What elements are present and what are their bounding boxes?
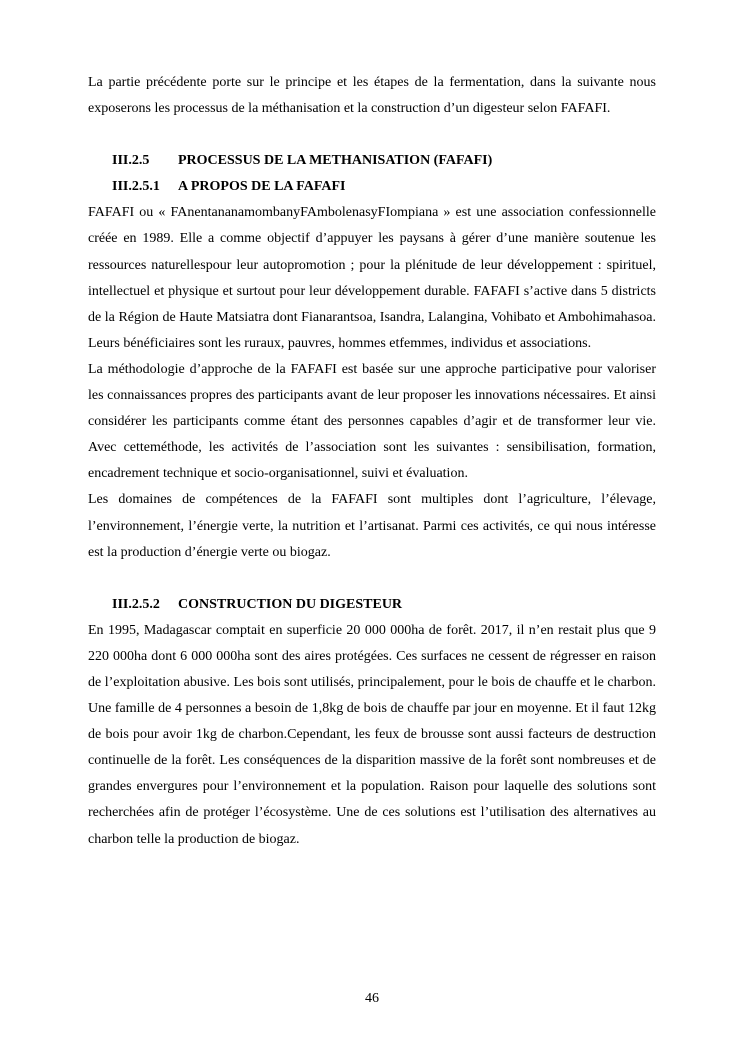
subsection-heading-2 — [88, 592, 656, 618]
digester-paragraph: En 1995, Madagascar comptait en superficie 20 000 000ha de forêt. 2017, il n’en restait plus que 9 220 000ha dont 6 000 000ha sont des aires protégées. Ces surfaces ne cessent de régresser en raison de l’exploitation abusive. Les bois sont utilisés, principalement, pour le bois de chauffe et le charbon. Une famille de 4 personnes a besoin de 1,8kg de bois de chauffe par jour en moyenne. Et il faut 12kg de bois pour avoir 1kg de charbon.Cependant, les feux de brousse sont aussi facteurs de destruction continuelle de la forêt. Les conséquences de la disparition massive de la forêt sont nombreuses et de grandes envergures pour l’environnement et la population. Raison pour laquelle des solutions sont recherchées afin de protéger l’écosystème. Une de ces solutions est l’utilisation des alternatives au charbon telle la production de biogaz. — [88, 622, 656, 847]
section-number: III.2.5 — [112, 153, 150, 169]
subsection-heading-1 — [88, 174, 656, 200]
section-heading — [88, 148, 656, 174]
methodology-paragraph: La méthodologie d’approche de la FAFAFI est basée sur une approche participative pour valoriser les connaissances propres des participants avant de leur proposer les innovations nécessaires. Et ainsi considérer les participants comme étant des personnes capables d’agir et de transformer leur vie. Avec cetteméthode, les activités de l’association sont les suivantes : sensibilisation, formation, encadrement technique et socio-organisationnel, suivi et évaluation. — [88, 361, 656, 482]
page-number: 46 — [365, 991, 379, 1006]
section-title: PROCESSUS DE LA METHANISATION (FAFAFI) — [178, 153, 493, 169]
document-page — [88, 70, 656, 853]
intro-paragraph: La partie précédente porte sur le principe et les étapes de la fermentation, dans la suivante nous exposerons les processus de la méthanisation et la construction d’un digesteur selon FAFAFI. — [88, 75, 656, 117]
competences-paragraph: Les domaines de compétences de la FAFAFI sont multiples dont l’agriculture, l’élevage, l’environnement, l’énergie verte, la nutrition et l’artisanat. Parmi ces activités, ce qui nous intéresse est la production d’énergie verte ou biogaz. — [88, 492, 656, 560]
subsection-1-number: III.2.5.1 — [112, 179, 160, 195]
subsection-2-title: CONSTRUCTION DU DIGESTEUR — [178, 596, 403, 612]
fafafi-description-paragraph: FAFAFI ou « FAnentananamombanyFAmbolenasyFIompiana » est une association confessionnelle créée en 1989. Elle a comme objectif d’appuyer les paysans à gérer d’une manière soutenue les ressources naturellespour leur autopromotion ; pour la plénitude de leur développement : spirituel, intellectuel et physique et surtout pour leur développement durable. FAFAFI s’active dans 5 districts de la Région de Haute Matsiatra dont Fianarantsoa, Isandra, Lalangina, Vohibato et Ambohimahasoa. Leurs bénéficiaires sont les ruraux, pauvres, hommes etfemmes, individus et associations. — [88, 205, 656, 351]
subsection-2-number: III.2.5.2 — [112, 596, 160, 612]
subsection-1-title: A PROPOS DE LA FAFAFI — [178, 179, 346, 195]
